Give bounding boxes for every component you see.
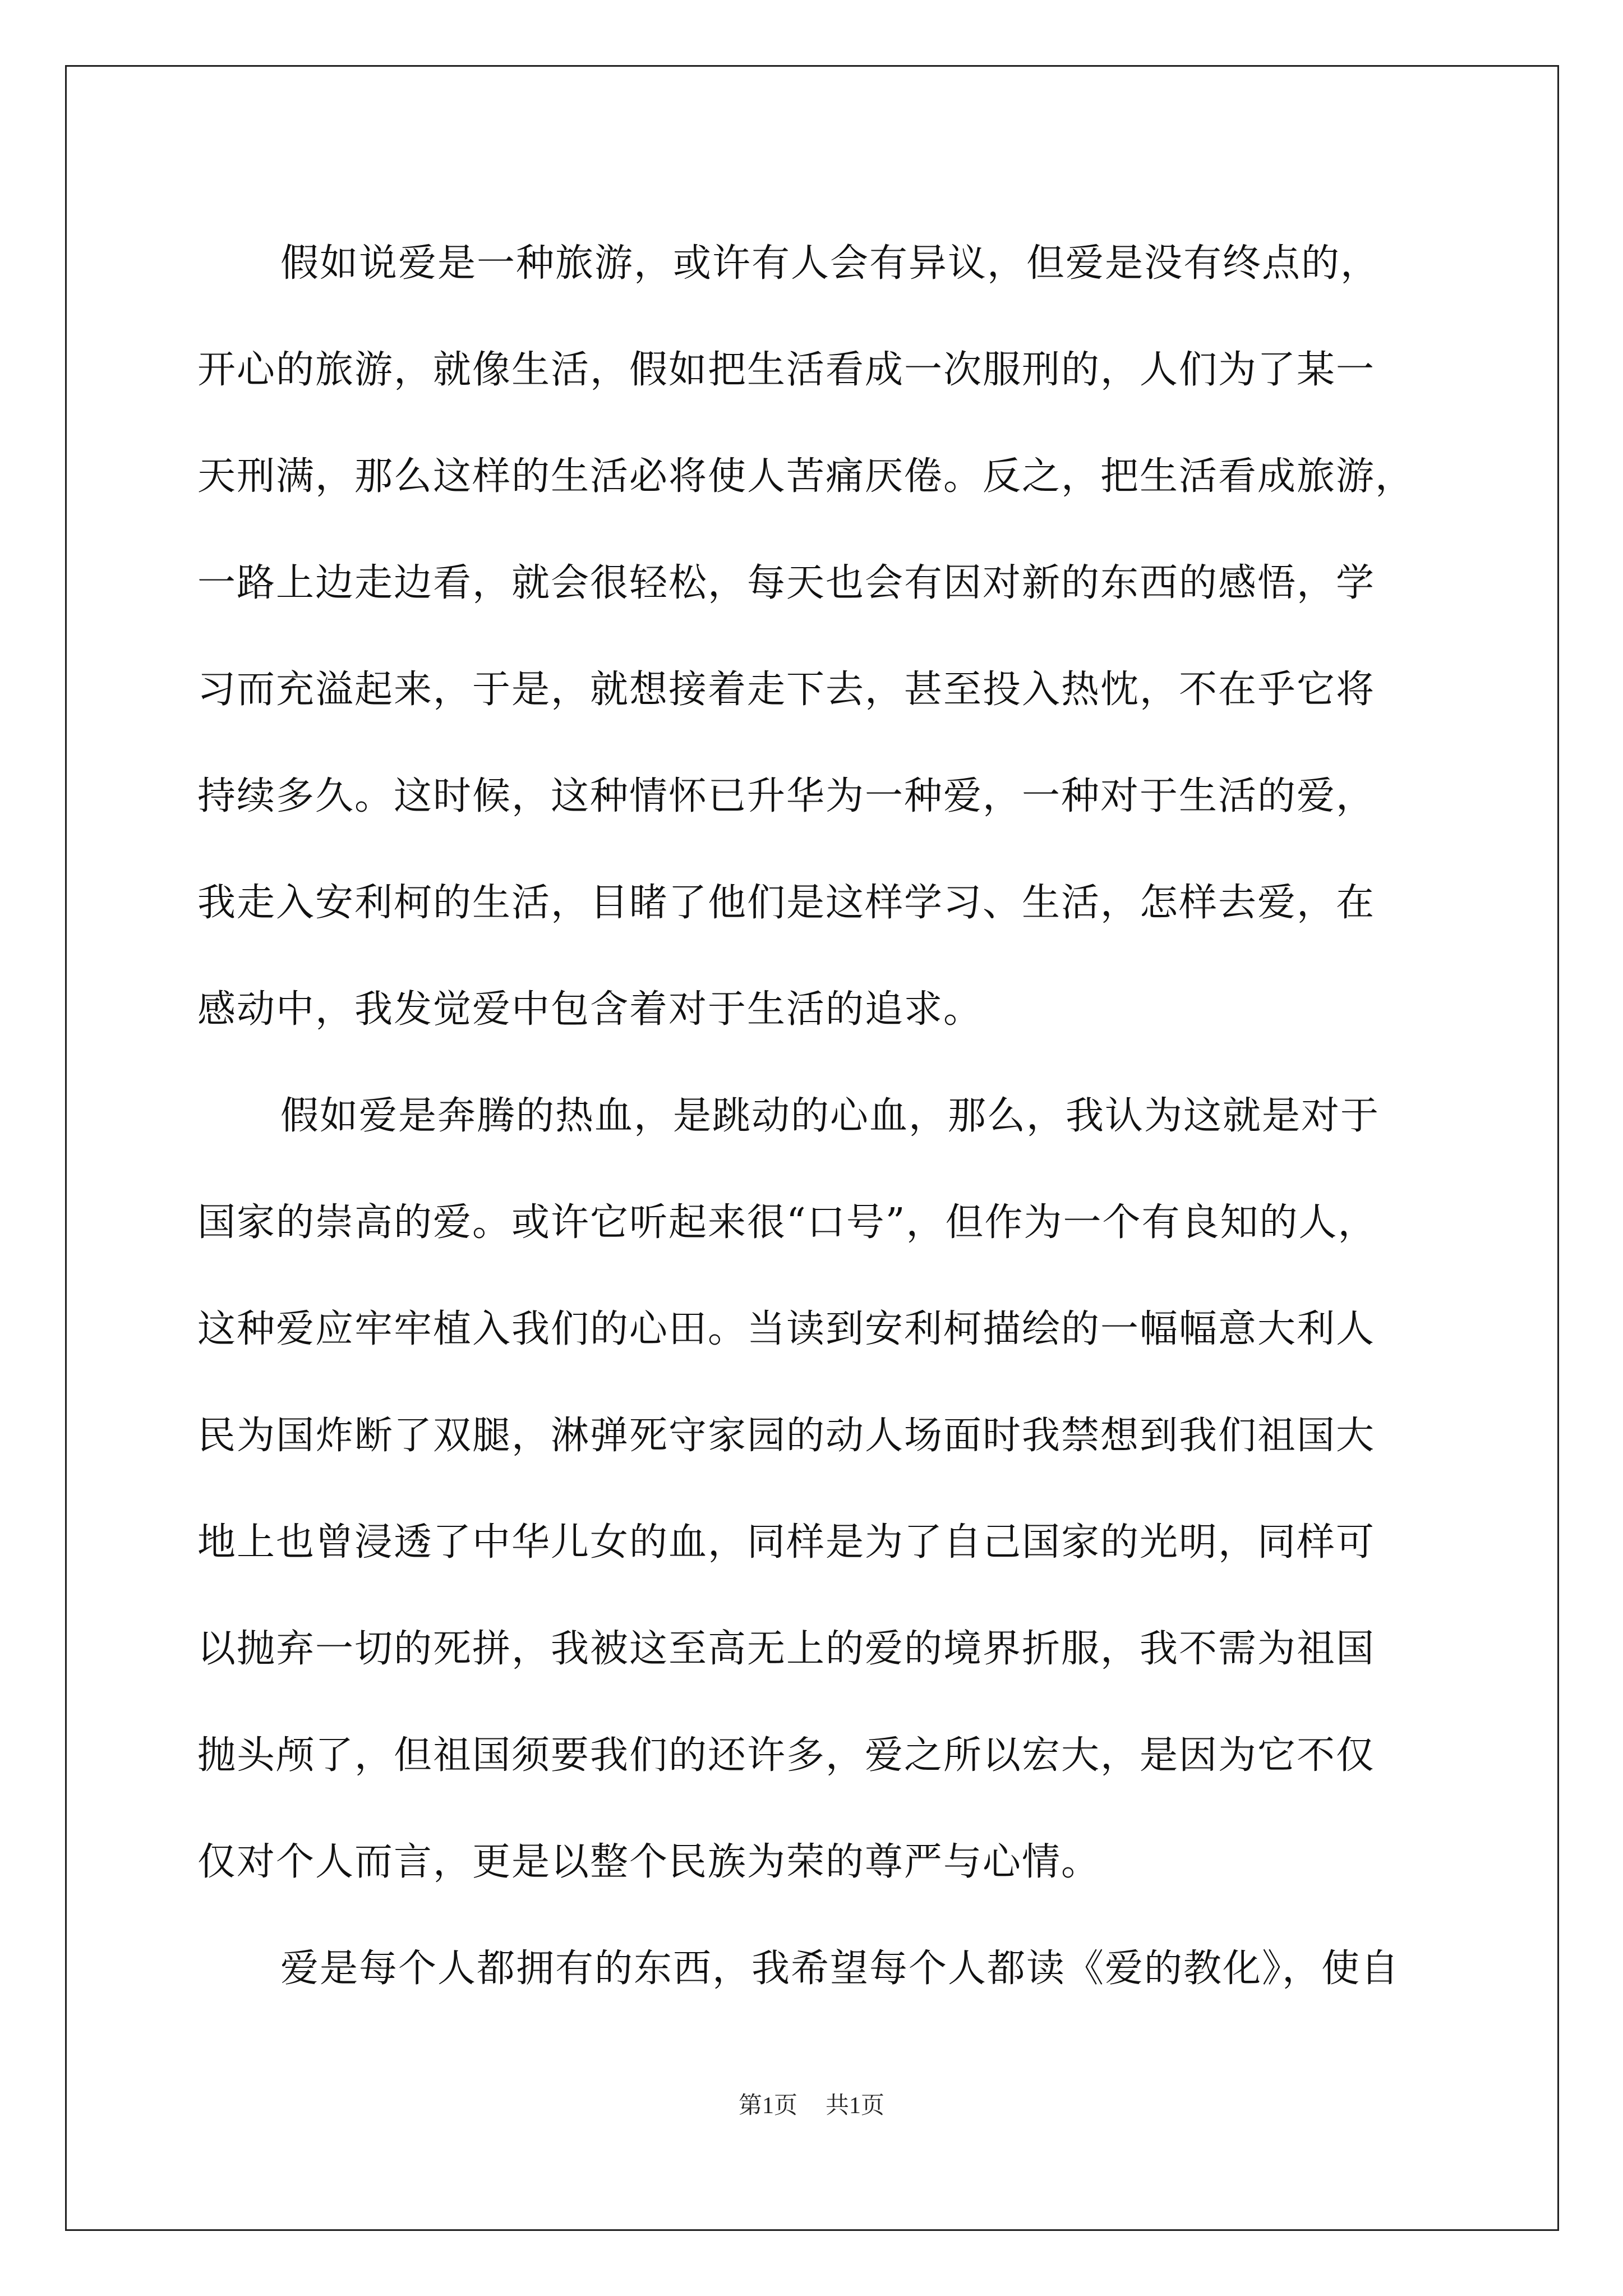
paragraph-2-line-4: 民为国炸断了双腿，淋弹死守家园的动人场面时我禁想到我们祖国大	[197, 1414, 1376, 1458]
paragraph-2-line-2: 国家的崇高的爱。或许它听起来很“口号”，但作为一个有良知的人，	[197, 1200, 1377, 1245]
paragraph-1-line-8: 感动中，我发觉爱中包含着对于生活的追求。	[197, 987, 983, 1032]
paragraph-1-line-6: 持续多久。这时候，这种情怀已升华为一种爱，一种对于生活的爱，	[197, 774, 1376, 818]
page-total: 共1页	[826, 2093, 885, 2119]
paragraph-1-line-2: 开心的旅游，就像生活，假如把生活看成一次服刑的，人们为了某一	[197, 348, 1376, 392]
paragraph-1-line-5: 习而充溢起来，于是，就想接着走下去，甚至投入热忱，不在乎它将	[197, 668, 1376, 712]
paragraph-2-line-3: 这种爱应牢牢植入我们的心田。当读到安利柯描绘的一幅幅意大利人	[197, 1307, 1376, 1351]
paragraph-1-line-3: 天刑满，那么这样的生活必将使人苦痛厌倦。反之，把生活看成旅游，	[197, 454, 1415, 499]
paragraph-2-line-8: 仅对个人而言，更是以整个民族为荣的尊严与心情。	[197, 1840, 1101, 1884]
page-footer	[0, 2087, 1623, 2120]
document-body	[197, 210, 1431, 2022]
paragraph-2-line-7: 抛头颅了，但祖国须要我们的还许多，爱之所以宏大，是因为它不仅	[197, 1733, 1376, 1778]
paragraph-2-line-5: 地上也曾浸透了中华儿女的血，同样是为了自己国家的光明，同样可	[197, 1520, 1376, 1565]
paragraph-1-line-4: 一路上边走边看，就会很轻松，每天也会有因对新的东西的感悟，学	[197, 561, 1376, 605]
paragraph-1-line-1: 假如说爱是一种旅游，或许有人会有异议，但爱是没有终点的，	[280, 241, 1380, 286]
paragraph-2-line-6: 以抛弃一切的死拼，我被这至高无上的爱的境界折服，我不需为祖国	[197, 1627, 1376, 1671]
paragraph-1-line-7: 我走入安利柯的生活，目睹了他们是这样学习、生活，怎样去爱，在	[197, 881, 1376, 925]
page-number: 第1页	[738, 2093, 797, 2119]
paragraph-3-line-1: 爱是每个人都拥有的东西，我希望每个人都读《爱的教化》，使自	[280, 1947, 1400, 1991]
paragraph-2-line-1: 假如爱是奔腾的热血，是跳动的心血，那么，我认为这就是对于	[280, 1094, 1380, 1138]
